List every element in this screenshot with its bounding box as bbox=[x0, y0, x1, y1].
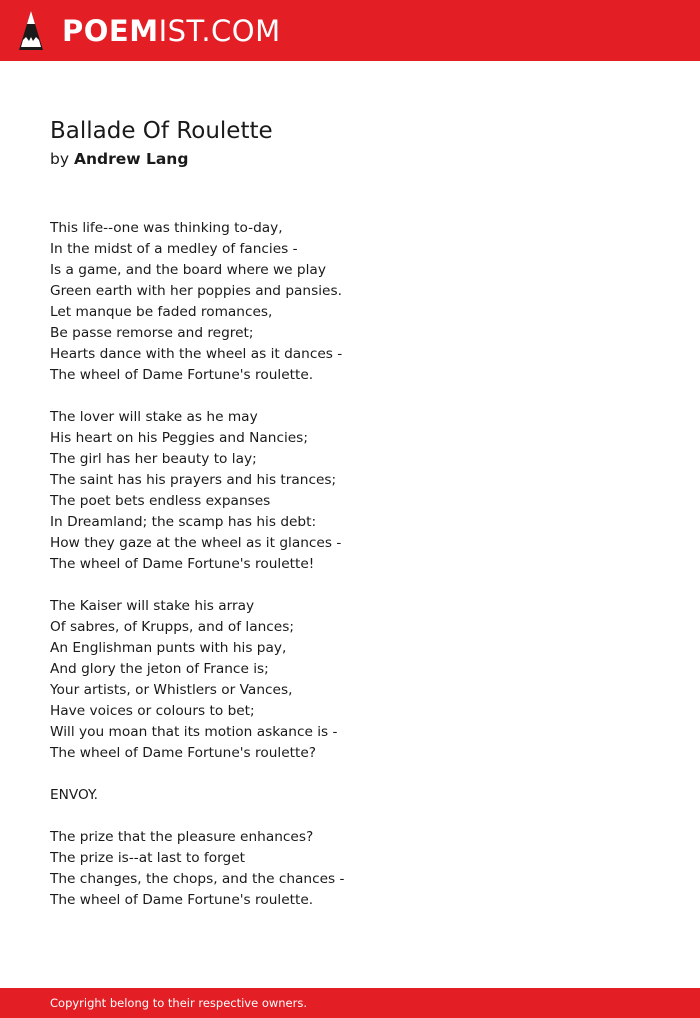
poem-body bbox=[50, 218, 650, 932]
site-footer bbox=[0, 988, 700, 1018]
poem-line: The girl has her beauty to lay; bbox=[50, 451, 257, 467]
poem-line: The wheel of Dame Fortune's roulette. bbox=[50, 367, 314, 383]
poem-line: The prize that the pleasure enhances? bbox=[50, 829, 314, 845]
poem-line: How they gaze at the wheel as it glances - bbox=[50, 535, 342, 551]
site-logo[interactable] bbox=[18, 10, 281, 52]
poem-line: The Kaiser will stake his array bbox=[50, 598, 255, 614]
poem-line: The changes, the chops, and the chances - bbox=[50, 871, 345, 887]
poem-line: The poet bets endless expanses bbox=[50, 493, 271, 509]
poem-line: Will you moan that its motion askance is - bbox=[50, 724, 338, 740]
poem-line: Have voices or colours to bet; bbox=[50, 703, 255, 719]
poem-line: In the midst of a medley of fancies - bbox=[50, 241, 298, 257]
poem-line: The prize is--at last to forget bbox=[50, 850, 245, 866]
site-header bbox=[0, 0, 700, 61]
stanza bbox=[50, 596, 650, 764]
brand-name-light: IST.COM bbox=[158, 14, 281, 48]
poem-line: Hearts dance with the wheel as it dances - bbox=[50, 346, 343, 362]
poem-line: Of sabres, of Krupps, and of lances; bbox=[50, 619, 294, 635]
poem-line: An Englishman punts with his pay, bbox=[50, 640, 287, 656]
brand-name-bold: POEM bbox=[62, 14, 159, 48]
copyright-notice: Copyright belong to their respective owners. bbox=[50, 996, 308, 1010]
stanza bbox=[50, 827, 650, 911]
poem-line: The saint has his prayers and his trances; bbox=[50, 472, 337, 488]
poem-line: The lover will stake as he may bbox=[50, 409, 258, 425]
poem-line: Is a game, and the board where we play bbox=[50, 262, 326, 278]
site-name bbox=[62, 10, 281, 52]
poem-line: This life--one was thinking to-day, bbox=[50, 220, 283, 236]
pencil-tip-icon bbox=[18, 10, 44, 52]
envoy-heading bbox=[50, 785, 650, 806]
poem-title: Ballade Of Roulette bbox=[50, 118, 273, 144]
poem-line: Your artists, or Whistlers or Vances, bbox=[50, 682, 293, 698]
poem-line: ENVOY. bbox=[50, 787, 98, 803]
poem-line: And glory the jeton of France is; bbox=[50, 661, 269, 677]
author-name[interactable]: Andrew Lang bbox=[73, 150, 189, 168]
stanza bbox=[50, 218, 650, 386]
poem-line: The wheel of Dame Fortune's roulette? bbox=[50, 745, 317, 761]
poem-line: The wheel of Dame Fortune's roulette! bbox=[50, 556, 315, 572]
poem-line: Green earth with her poppies and pansies. bbox=[50, 283, 342, 299]
poem-line: Be passe remorse and regret; bbox=[50, 325, 254, 341]
poem-byline bbox=[50, 148, 188, 170]
poem-line: His heart on his Peggies and Nancies; bbox=[50, 430, 308, 446]
poem-line: In Dreamland; the scamp has his debt: bbox=[50, 514, 317, 530]
stanza bbox=[50, 407, 650, 575]
byline-label: by bbox=[50, 150, 70, 168]
poem-line: The wheel of Dame Fortune's roulette. bbox=[50, 892, 314, 908]
poem-line: Let manque be faded romances, bbox=[50, 304, 273, 320]
